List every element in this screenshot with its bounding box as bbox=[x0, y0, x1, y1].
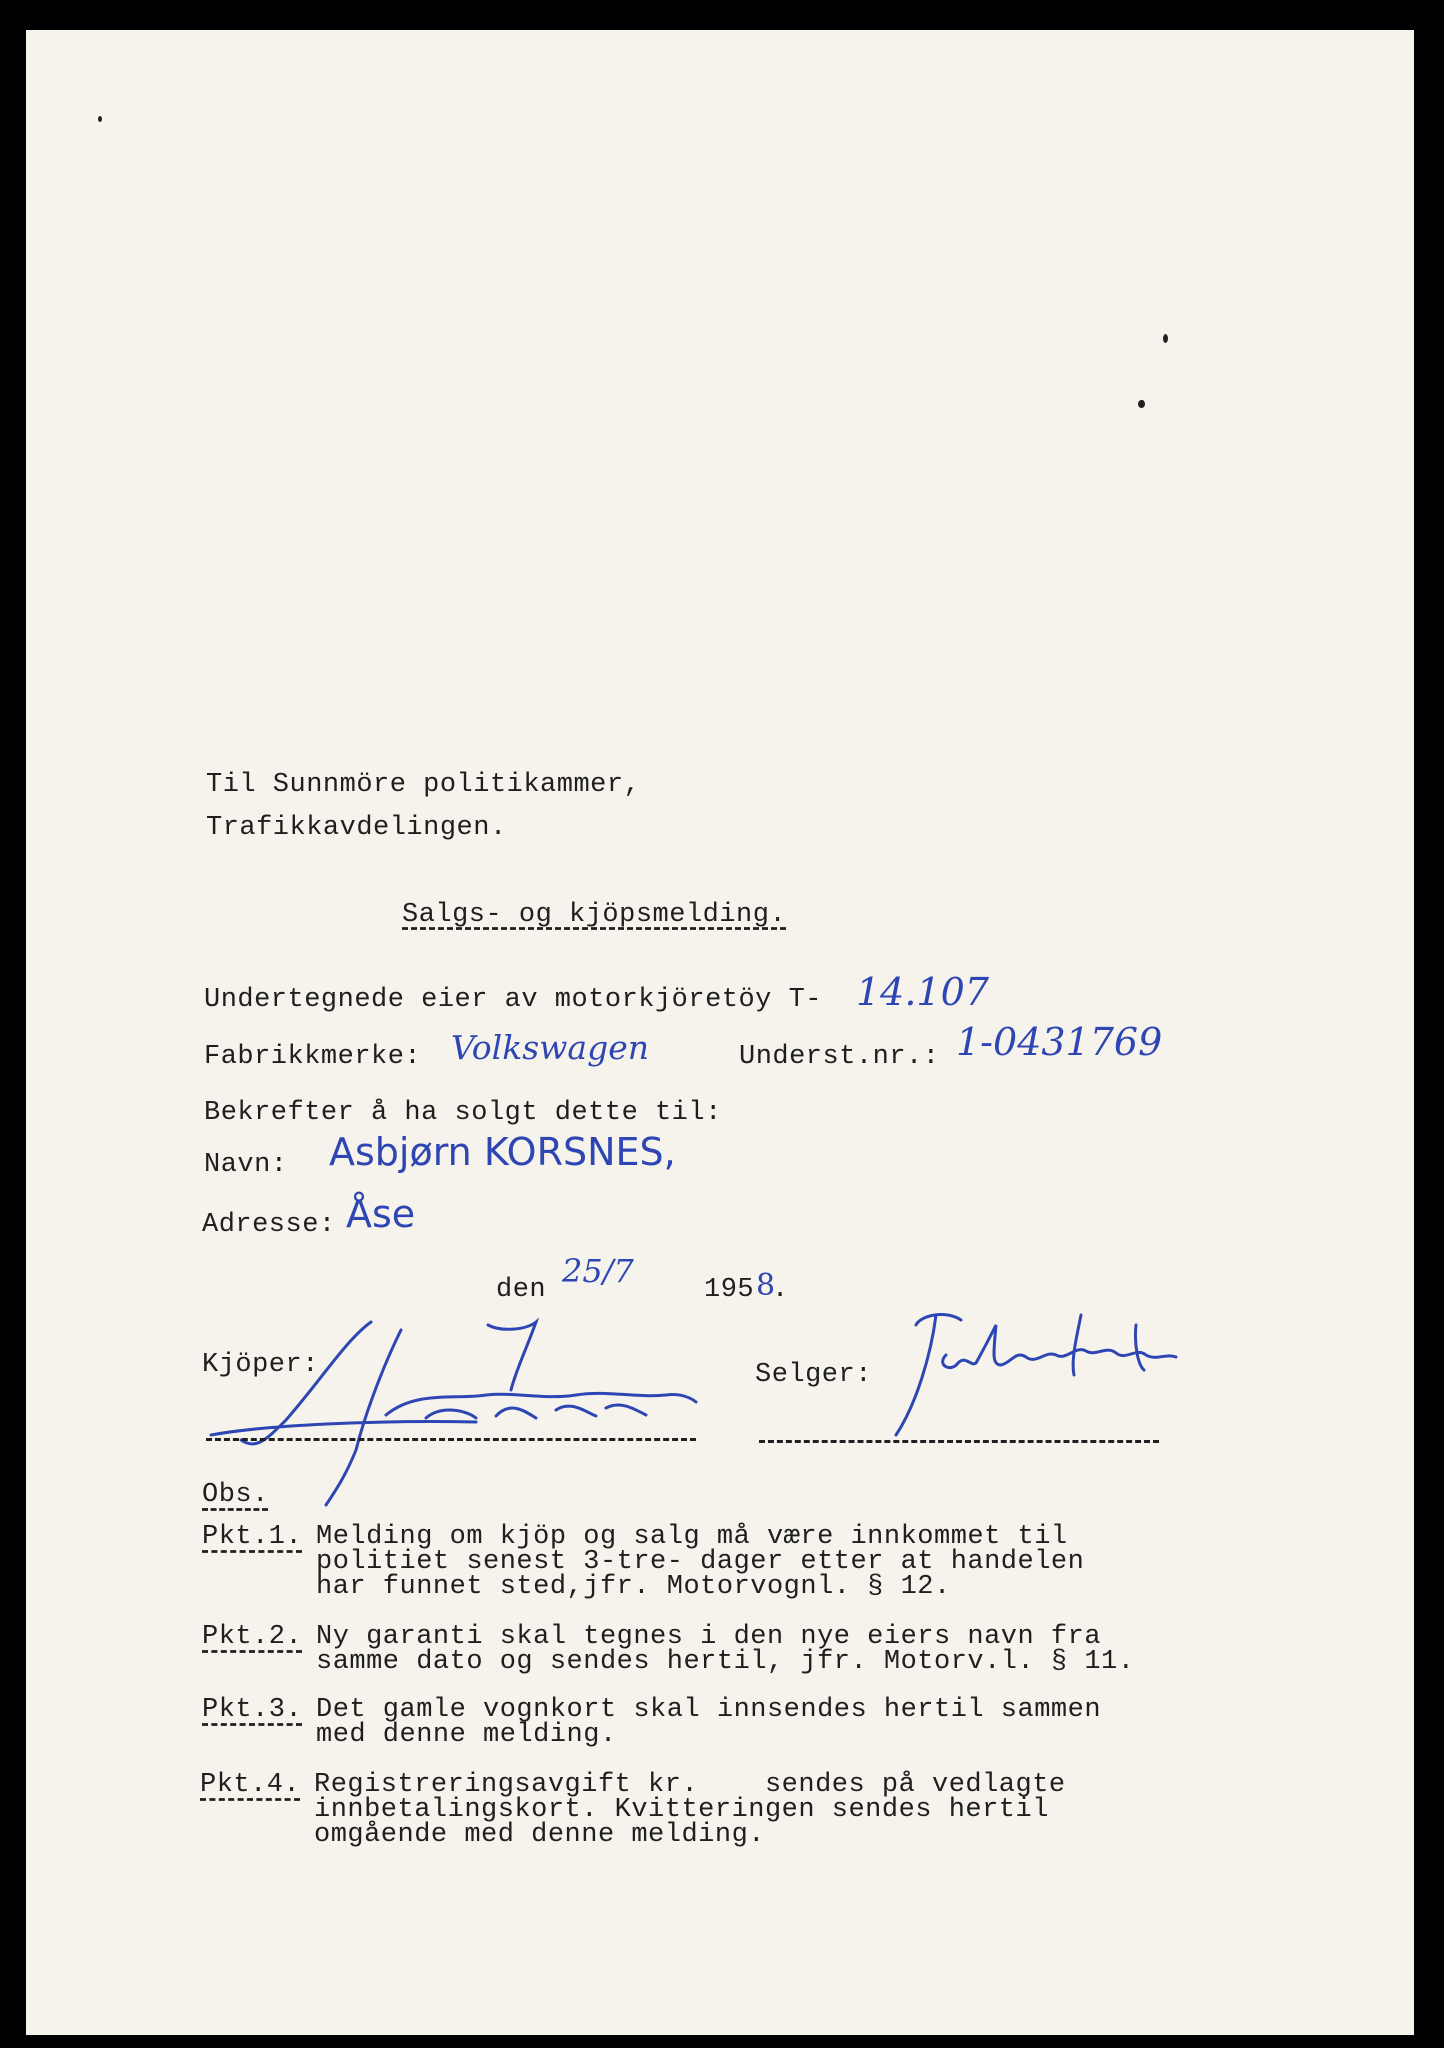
year-typed: 195 bbox=[704, 1275, 755, 1305]
paper-speck bbox=[1163, 334, 1168, 343]
registration-number: 14.107 bbox=[856, 970, 989, 1014]
confirm-label: Bekrefter å ha solgt dette til: bbox=[204, 1098, 722, 1128]
note-line: Ny garanti skal tegnes i den nye eiers navn fra bbox=[316, 1622, 1102, 1652]
notes-heading: Obs. bbox=[202, 1480, 269, 1510]
note-label: Pkt.4. bbox=[200, 1770, 301, 1800]
seller-signature bbox=[876, 1295, 1216, 1455]
recipient-line-2: Trafikkavdelingen. bbox=[206, 813, 507, 843]
serial-label: Underst.nr.: bbox=[739, 1042, 940, 1072]
buyer-label: Kjöper: bbox=[202, 1350, 319, 1380]
note-line: med denne melding. bbox=[316, 1720, 617, 1750]
make-label: Fabrikkmerke: bbox=[204, 1042, 422, 1072]
buyer-signature bbox=[226, 1300, 706, 1520]
note-label: Pkt.3. bbox=[202, 1695, 303, 1725]
date-value: 25/7 bbox=[562, 1252, 634, 1290]
date-prefix: den bbox=[496, 1275, 547, 1305]
recipient-line-1: Til Sunnmöre politikammer, bbox=[206, 770, 641, 800]
year-handwritten: 8 bbox=[756, 1268, 776, 1303]
note-label: Pkt.2. bbox=[202, 1622, 303, 1652]
address-value: Åse bbox=[346, 1192, 416, 1236]
year-period: . bbox=[772, 1275, 789, 1305]
buyer-signature-line bbox=[206, 1438, 696, 1441]
document-page bbox=[26, 30, 1414, 2035]
note-line: politiet senest 3-tre- dager etter at handelen bbox=[316, 1547, 1085, 1577]
seller-label: Selger: bbox=[755, 1360, 872, 1390]
serial-value: 1-0431769 bbox=[956, 1020, 1163, 1064]
note-line: Registreringsavgift kr. sendes på vedlagte bbox=[314, 1770, 1066, 1800]
note-line: innbetalingskort. Kvitteringen sendes hertil bbox=[314, 1795, 1049, 1825]
name-label: Navn: bbox=[204, 1150, 288, 1180]
buyer-name: Asbjørn KORSNES, bbox=[329, 1130, 676, 1174]
note-line: omgående med denne melding. bbox=[314, 1820, 765, 1850]
note-line: Det gamle vognkort skal innsendes hertil sammen bbox=[316, 1695, 1102, 1725]
note-line: har funnet sted,jfr. Motorvognl. § 12. bbox=[316, 1572, 951, 1602]
note-label: Pkt.1. bbox=[202, 1522, 303, 1552]
owner-label: Undertegnede eier av motorkjöretöy T- bbox=[204, 985, 822, 1015]
make-value: Volkswagen bbox=[451, 1028, 649, 1067]
seller-signature-line bbox=[759, 1440, 1159, 1443]
note-line: samme dato og sendes hertil, jfr. Motorv.l. § 11. bbox=[316, 1647, 1135, 1677]
address-label: Adresse: bbox=[202, 1210, 336, 1240]
document-title: Salgs- og kjöpsmelding. bbox=[402, 900, 787, 930]
note-line: Melding om kjöp og salg må være innkommet til bbox=[316, 1522, 1068, 1552]
paper-speck bbox=[1138, 400, 1145, 408]
paper-speck bbox=[98, 116, 102, 122]
